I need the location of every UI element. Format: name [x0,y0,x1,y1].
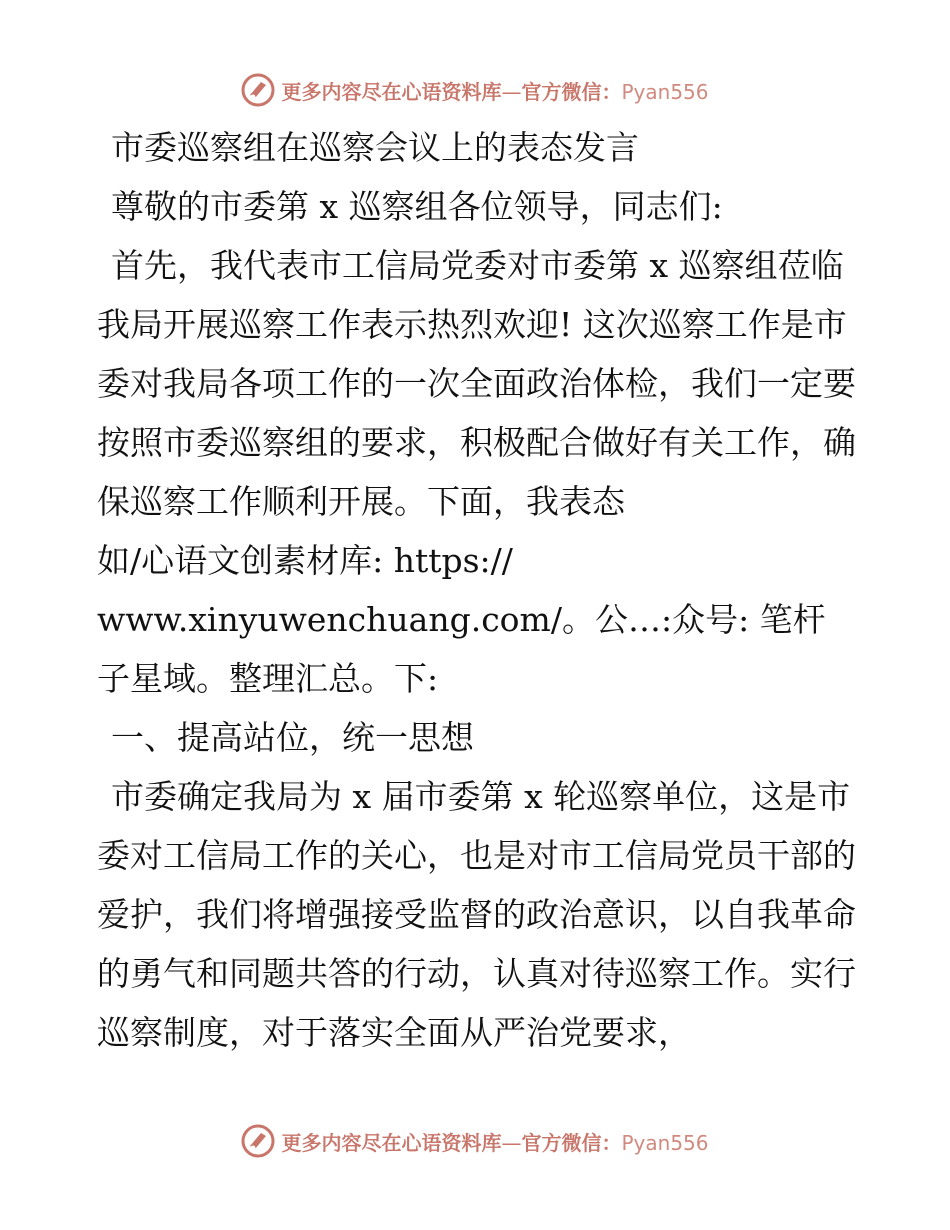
section-heading-1: 一、提高站位，统一思想 [111,718,474,757]
seal-logo-icon [241,1124,275,1158]
banner-text: 更多内容尽在心语资料库—官方微信：Pyan556 [281,79,709,104]
paragraph-2: 市委确定我局为 x 届市委第 x 轮巡察单位，这是市委对工信局工作的关心，也是对市工信局党员干部的爱护，我们将增强接受监督的政治意识，以自我革命的勇气和同题共答的行动，认真对待巡察工作。实行巡察制度，对于落实全面从严治党要求， [97,777,856,1052]
seal-logo-icon [241,73,275,107]
footer-banner [0,1121,950,1161]
header-banner [0,70,950,110]
source-url-line: www.xinyuwenchuang.com/。公…:众号: 笔杆子星域。整理汇总。下: [97,600,826,698]
document-title: 市委巡察组在巡察会议上的表态发言 [111,128,639,167]
banner-text: 更多内容尽在心语资料库—官方微信：Pyan556 [281,1130,709,1155]
paragraph-1: 首先，我代表市工信局党委对市委第 x 巡察组莅临我局开展巡察工作表示热烈欢迎! 这次巡察工作是市委对我局各项工作的一次全面政治体检，我们一定要按照市委巡察组的要求，积极配合做好有关工作，确保巡察工作顺利开展。下面，我表态 [97,246,856,521]
document-body [97,118,857,1062]
salutation: 尊敬的市委第 x 巡察组各位领导，同志们: [111,187,723,226]
source-line: 如/心语文创素材库: https:// [97,541,513,580]
